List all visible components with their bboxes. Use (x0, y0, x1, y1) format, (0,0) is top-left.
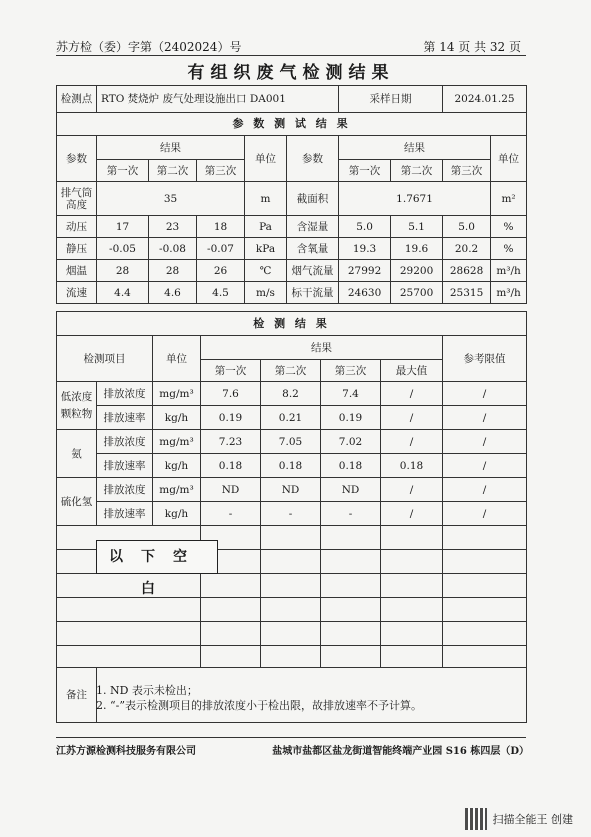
cell: - (201, 502, 261, 526)
cell: 25700 (391, 282, 443, 304)
header-rule (56, 55, 526, 56)
cell: / (381, 430, 443, 454)
table-row (57, 282, 527, 304)
table-row (57, 182, 527, 216)
item-head: 检测项目 (57, 336, 153, 382)
empty-row (57, 598, 527, 622)
unit-head: 单位 (153, 336, 201, 382)
cell: 0.18 (201, 454, 261, 478)
cell: 5.0 (339, 216, 391, 238)
cell: m/s (245, 282, 287, 304)
run-3-head: 第三次 (197, 160, 245, 182)
cell: 5.1 (391, 216, 443, 238)
cell: - (321, 502, 381, 526)
empty-row (57, 574, 527, 598)
cell: kg/h (153, 406, 201, 430)
note-2: 2. “-”表示检测项目的排放浓度小于检出限，故排放速率不予计算。 (96, 699, 422, 712)
cell: 5.0 (443, 216, 491, 238)
cell: 4.5 (197, 282, 245, 304)
table-row (57, 216, 527, 238)
cell: mg/m³ (153, 382, 201, 406)
stack-height-value: 35 (97, 182, 245, 216)
cell: 28628 (443, 260, 491, 282)
detect-section-title: 检 测 结 果 (57, 312, 527, 336)
footer-rule (56, 737, 526, 738)
cell: 0.19 (201, 406, 261, 430)
cell: 含氧量 (287, 238, 339, 260)
area-value: 1.7671 (339, 182, 491, 216)
cell: ℃ (245, 260, 287, 282)
cell: 0.18 (261, 454, 321, 478)
table-row (57, 478, 527, 502)
empty-row (57, 646, 527, 668)
result-head-right: 结果 (339, 136, 491, 160)
area-label: 截面积 (287, 182, 339, 216)
table-row (57, 238, 527, 260)
cell: 排放速率 (97, 502, 153, 526)
page-title: 有组织废气检测结果 (187, 63, 395, 83)
cell: 18 (197, 216, 245, 238)
cell: / (443, 406, 527, 430)
info-row (57, 86, 527, 113)
cell: / (381, 502, 443, 526)
col-run-1: 第一次 (201, 360, 261, 382)
cell: 7.4 (321, 382, 381, 406)
run-3-head-right: 第三次 (443, 160, 491, 182)
cell: 7.6 (201, 382, 261, 406)
result-head-left: 结果 (97, 136, 245, 160)
cell: 26 (197, 260, 245, 282)
cell: 0.18 (321, 454, 381, 478)
pollutant-name: 硫化氢 (57, 478, 97, 526)
cell: 0.21 (261, 406, 321, 430)
cell: 烟气流量 (287, 260, 339, 282)
empty-row (57, 622, 527, 646)
cell: - (261, 502, 321, 526)
date-label: 采样日期 (339, 86, 443, 113)
note-1: 1. ND 表示未检出； (96, 684, 198, 697)
cell: Pa (245, 216, 287, 238)
cell: 0.19 (321, 406, 381, 430)
detection-table (56, 311, 527, 723)
result-head: 结果 (201, 336, 443, 360)
area-unit: m² (491, 182, 527, 216)
notes (96, 683, 422, 713)
cell: 23 (149, 216, 197, 238)
limit-head: 参考限值 (443, 336, 527, 382)
col-run-3: 第三次 (321, 360, 381, 382)
cell: 排放浓度 (97, 382, 153, 406)
run-2-head: 第二次 (149, 160, 197, 182)
cell: % (491, 216, 527, 238)
cell: 8.2 (261, 382, 321, 406)
page-indicator: 第 14 页 共 32 页 (423, 40, 521, 54)
cell: kg/h (153, 502, 201, 526)
cell: ND (201, 478, 261, 502)
cell: 4.6 (149, 282, 197, 304)
cell: 排放浓度 (97, 430, 153, 454)
report-number: 苏方检（委）字第（2402024）号 (56, 40, 242, 54)
col-run-2: 第二次 (261, 360, 321, 382)
run-1-head: 第一次 (97, 160, 149, 182)
cell: 标干流量 (287, 282, 339, 304)
cell: / (443, 382, 527, 406)
cell: / (443, 430, 527, 454)
col-max: 最大值 (381, 360, 443, 382)
cell: 29200 (391, 260, 443, 282)
point-value: RTO 焚烧炉 废气处理设施出口 DA001 (97, 86, 339, 113)
param-table (56, 85, 527, 304)
run-2-head-right: 第二次 (391, 160, 443, 182)
footer-company: 江苏方源检测科技服务有限公司 (56, 746, 196, 757)
table-row (57, 502, 527, 526)
pollutant-name: 低浓度颗粒物 (57, 382, 97, 430)
cell: ND (321, 478, 381, 502)
cell: 0.18 (381, 454, 443, 478)
cell: m³/h (491, 260, 527, 282)
table-row (57, 430, 527, 454)
cell: / (443, 478, 527, 502)
table-row (57, 454, 527, 478)
cell: 7.05 (261, 430, 321, 454)
unit-head-right: 单位 (491, 136, 527, 182)
cell: 7.02 (321, 430, 381, 454)
pollutant-name: 氨 (57, 430, 97, 478)
cell: 排放速率 (97, 454, 153, 478)
cell: 19.3 (339, 238, 391, 260)
cell: -0.05 (97, 238, 149, 260)
cell: m³/h (491, 282, 527, 304)
footer-address: 盐城市盐都区盐龙街道智能终端产业园 S16 栋四层（D） (272, 746, 529, 757)
cell: 19.6 (391, 238, 443, 260)
cell: 静压 (57, 238, 97, 260)
table-row (57, 406, 527, 430)
cell: / (381, 382, 443, 406)
cell: 17 (97, 216, 149, 238)
cell: -0.07 (197, 238, 245, 260)
cell: 20.2 (443, 238, 491, 260)
scanner-label: 扫描全能王 创建 (492, 813, 573, 826)
cell: 25315 (443, 282, 491, 304)
scanner-watermark (465, 808, 574, 830)
cell: ND (261, 478, 321, 502)
notes-label: 备注 (57, 668, 97, 723)
param-head-right: 参数 (287, 136, 339, 182)
cell: 排放浓度 (97, 478, 153, 502)
unit-head-left: 单位 (245, 136, 287, 182)
table-row (57, 382, 527, 406)
cell: 28 (97, 260, 149, 282)
cell: 含湿量 (287, 216, 339, 238)
stack-height-unit: m (245, 182, 287, 216)
cell: -0.08 (149, 238, 197, 260)
date-value: 2024.01.25 (443, 86, 527, 113)
param-section-title: 参 数 测 试 结 果 (57, 113, 527, 136)
cell: 24630 (339, 282, 391, 304)
cell: / (381, 406, 443, 430)
cell: kPa (245, 238, 287, 260)
qr-code-icon (465, 808, 487, 830)
cell: 动压 (57, 216, 97, 238)
run-1-head-right: 第一次 (339, 160, 391, 182)
table-row (57, 260, 527, 282)
stack-height-label: 排气筒 高度 (57, 182, 97, 216)
blank-stamp: 以下空白 (96, 540, 218, 574)
cell: 排放速率 (97, 406, 153, 430)
cell: 4.4 (97, 282, 149, 304)
cell: % (491, 238, 527, 260)
cell: mg/m³ (153, 478, 201, 502)
cell: 27992 (339, 260, 391, 282)
cell: kg/h (153, 454, 201, 478)
cell: 7.23 (201, 430, 261, 454)
cell: / (443, 454, 527, 478)
cell: / (381, 478, 443, 502)
param-head: 参数 (57, 136, 97, 182)
cell: / (443, 502, 527, 526)
cell: 烟温 (57, 260, 97, 282)
cell: 流速 (57, 282, 97, 304)
cell: 28 (149, 260, 197, 282)
cell: mg/m³ (153, 430, 201, 454)
point-label: 检测点 (57, 86, 97, 113)
